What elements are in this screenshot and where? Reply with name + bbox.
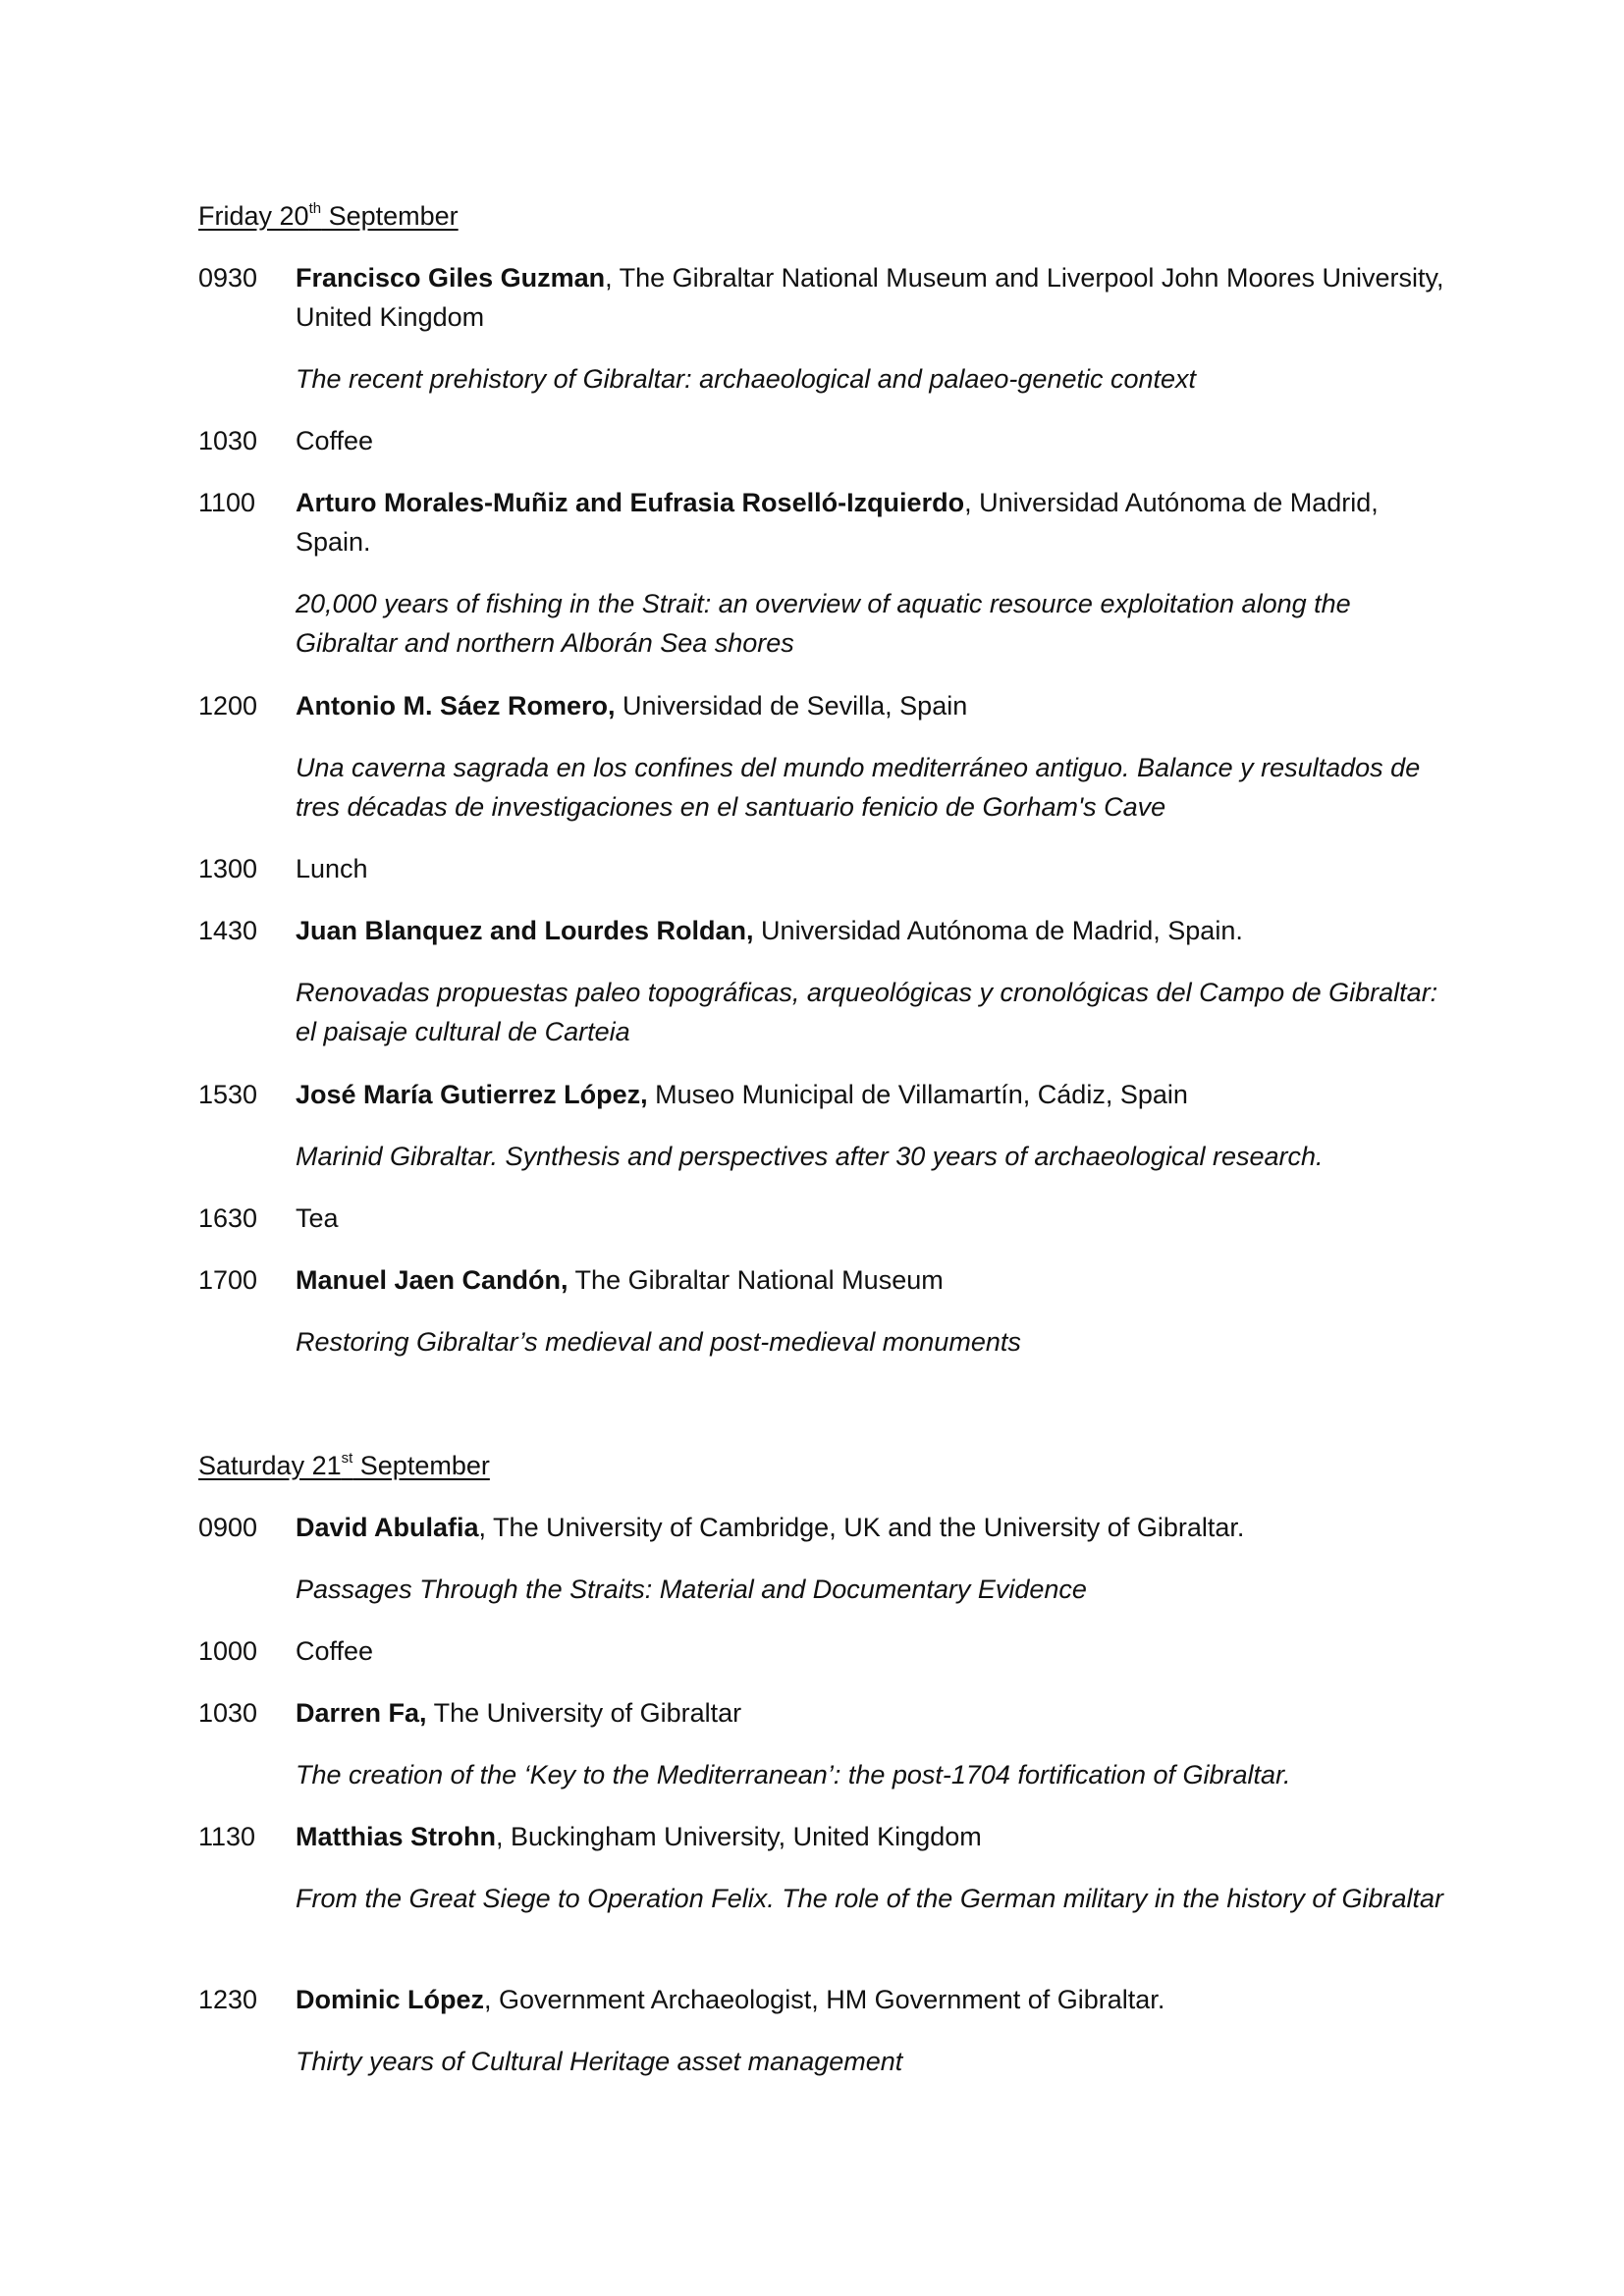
affiliation: , The University of Cambridge, UK and the University of Gibraltar.	[478, 1513, 1245, 1542]
affiliation: , Government Archaeologist, HM Government of Gibraltar.	[484, 1985, 1165, 2014]
time-slot: 1000	[198, 1636, 258, 1666]
day-heading-rest: September	[321, 201, 459, 231]
talk-title: The recent prehistory of Gibraltar: archaeological and palaeo-genetic context	[296, 364, 1197, 394]
time-slot: 0900	[198, 1513, 258, 1542]
break-label: Coffee	[296, 1636, 374, 1666]
item-content	[296, 421, 1444, 460]
speaker-name: José María Gutierrez López,	[296, 1080, 648, 1109]
time-slot: 1230	[198, 1985, 258, 2014]
talk-title: Renovadas propuestas paleo topográficas, arqueológicas y cronológicas del Campo de Gibraltar: el paisaje cultural de Carteia	[296, 978, 1438, 1046]
talk-title: 20,000 years of fishing in the Strait: an overview of aquatic resource exploitation along the Gibraltar and northern Alborán Sea shores	[296, 589, 1351, 658]
affiliation: , Buckingham University, United Kingdom	[496, 1822, 982, 1851]
time-slot: 1300	[198, 854, 258, 883]
talk-title: Restoring Gibraltar’s medieval and post-medieval monuments	[296, 1327, 1021, 1357]
speaker-line	[296, 1508, 1444, 1547]
speaker-line	[296, 258, 1444, 337]
affiliation: The Gibraltar National Museum	[568, 1265, 944, 1295]
time-slot: 1200	[198, 691, 258, 721]
talk-title: The creation of the ‘Key to the Mediterranean’: the post-1704 fortification of Gibraltar.	[296, 1760, 1291, 1789]
item-content	[296, 258, 1444, 394]
affiliation: , Universidad Autónoma de Madrid, Spain.	[296, 488, 1379, 557]
speaker-line	[296, 483, 1444, 561]
item-content	[296, 483, 1444, 658]
time-slot: 1030	[198, 1698, 258, 1728]
day-heading	[198, 199, 459, 233]
speaker-name: Francisco Giles Guzman	[296, 263, 606, 293]
time-slot: 1100	[198, 488, 256, 517]
affiliation: Museo Municipal de Villamartín, Cádiz, Spain	[647, 1080, 1188, 1109]
item-content	[296, 1075, 1444, 1171]
time-slot: 1430	[198, 916, 258, 945]
talk-title: Marinid Gibraltar. Synthesis and perspectives after 30 years of archaeological research.	[296, 1142, 1324, 1171]
talk-title: Thirty years of Cultural Heritage asset management	[296, 2047, 903, 2076]
speaker-line	[296, 1075, 1444, 1114]
speaker-name: Matthias Strohn	[296, 1822, 497, 1851]
break-label: Lunch	[296, 854, 368, 883]
day-heading-sup: th	[308, 200, 322, 217]
day-heading-sup: st	[341, 1450, 353, 1467]
talk-title: From the Great Siege to Operation Felix. The role of the German military in the history of Gibraltar	[296, 1884, 1443, 1913]
talk-title: Una caverna sagrada en los confines del mundo mediterráneo antiguo. Balance y resultados de tres décadas de investigaciones en el santuario fenicio de Gorham's Cave	[296, 753, 1421, 822]
time-slot: 1630	[198, 1203, 258, 1233]
speaker-line	[296, 1980, 1444, 2019]
time-slot: 1130	[198, 1822, 256, 1851]
speaker-name: Manuel Jaen Candón,	[296, 1265, 568, 1295]
day-heading-rest: September	[352, 1451, 490, 1480]
speaker-line	[296, 1260, 1444, 1300]
time-slot: 1030	[198, 426, 258, 455]
speaker-name: Arturo Morales-Muñiz and Eufrasia Roselló-Izquierdo	[296, 488, 965, 517]
affiliation: Universidad de Sevilla, Spain	[615, 691, 968, 721]
speaker-line	[296, 686, 1444, 725]
item-content	[296, 911, 1444, 1046]
speaker-name: Antonio M. Sáez Romero,	[296, 691, 616, 721]
speaker-line	[296, 1693, 1444, 1733]
affiliation: The University of Gibraltar	[426, 1698, 742, 1728]
item-content	[296, 1980, 1444, 2076]
speaker-name: Juan Blanquez and Lourdes Roldan,	[296, 916, 754, 945]
time-slot: 1530	[198, 1080, 258, 1109]
talk-title: Passages Through the Straits: Material and Documentary Evidence	[296, 1575, 1087, 1604]
item-content	[296, 849, 1444, 888]
day-heading-main: Saturday 21	[198, 1451, 342, 1480]
break-label: Coffee	[296, 426, 374, 455]
item-content	[296, 1693, 1444, 1789]
break-label: Tea	[296, 1203, 339, 1233]
speaker-name: David Abulafia	[296, 1513, 479, 1542]
item-content	[296, 1260, 1444, 1357]
speaker-name: Dominic López	[296, 1985, 485, 2014]
item-content	[296, 1199, 1444, 1238]
item-content	[296, 1817, 1444, 1913]
affiliation: , The Gibraltar National Museum and Liverpool John Moores University, United Kingdom	[296, 263, 1444, 332]
speaker-name: Darren Fa,	[296, 1698, 427, 1728]
time-slot: 1700	[198, 1265, 258, 1295]
item-content	[296, 686, 1444, 822]
item-content	[296, 1508, 1444, 1604]
day-heading	[198, 1449, 490, 1482]
speaker-line	[296, 1817, 1444, 1856]
item-content	[296, 1631, 1444, 1671]
speaker-line	[296, 911, 1444, 950]
affiliation: Universidad Autónoma de Madrid, Spain.	[753, 916, 1243, 945]
day-heading-main: Friday 20	[198, 201, 309, 231]
time-slot: 0930	[198, 263, 258, 293]
